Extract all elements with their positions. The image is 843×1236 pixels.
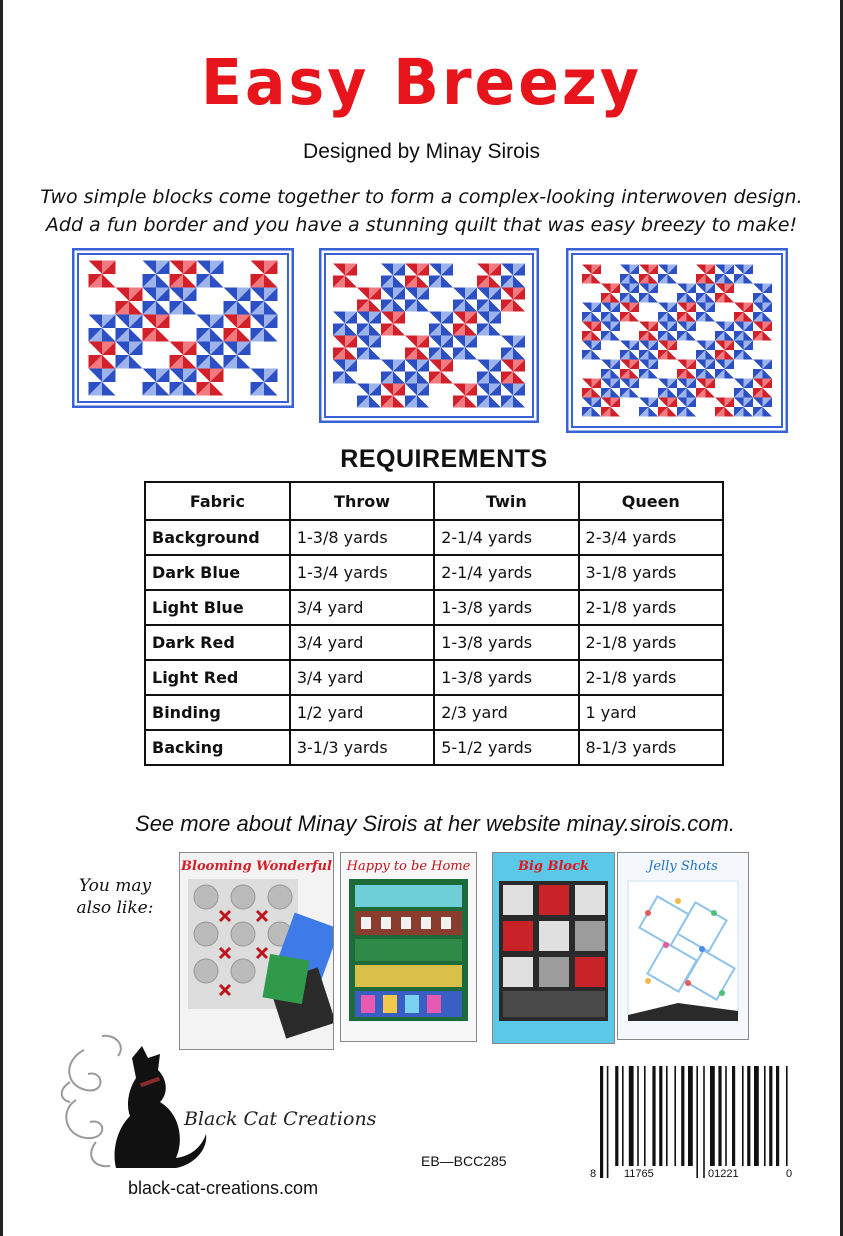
- quilt-block: [501, 336, 525, 360]
- quilt-block: [333, 312, 357, 336]
- barcode-bar: [688, 1066, 693, 1166]
- barcode-digits-3: 01221: [708, 1168, 739, 1180]
- column-header-twin: Twin: [434, 482, 578, 520]
- twin-cell: 5-1/2 yards: [434, 730, 578, 765]
- barcode-bar: [659, 1066, 662, 1166]
- quilt-block: [381, 288, 405, 312]
- quilt-block: [677, 265, 696, 284]
- quilt-block: [405, 288, 429, 312]
- quilt-block: [677, 398, 696, 417]
- cat-silhouette: [115, 1046, 207, 1168]
- quilt-block: [658, 303, 677, 322]
- quilt-block: [453, 312, 477, 336]
- quilt-block: [658, 265, 677, 284]
- quilt-block: [601, 398, 620, 417]
- quilt-block: [715, 360, 734, 379]
- quilt-block: [224, 261, 251, 288]
- quilt-block: [639, 341, 658, 360]
- column-header-queen: Queen: [579, 482, 723, 520]
- quilt-block: [116, 261, 143, 288]
- quilt-block: [170, 315, 197, 342]
- fabric-cell: Light Red: [145, 660, 290, 695]
- quilt-block: [639, 360, 658, 379]
- barcode-bar: [742, 1066, 744, 1166]
- quilt-block: [429, 312, 453, 336]
- quilt-block: [170, 369, 197, 396]
- quilt-block: [143, 342, 170, 369]
- barcode-bar: [681, 1066, 684, 1166]
- barcode-bar: [703, 1066, 705, 1178]
- quilt-block: [333, 384, 357, 408]
- related-pattern-blooming-wonderful[interactable]: [179, 852, 334, 1050]
- requirements-table: [144, 481, 724, 766]
- barcode-digit-1: 8: [590, 1168, 597, 1180]
- quilt-block: [381, 264, 405, 288]
- quilt-block: [453, 360, 477, 384]
- tagline-line-2: Add a fun border and you have a stunning quilt that was easy breezy to make!: [45, 214, 798, 236]
- quilt-block: [601, 360, 620, 379]
- throw-cell: 1-3/8 yards: [290, 520, 434, 555]
- barcode-bar: [696, 1066, 698, 1178]
- quilt-block: [677, 303, 696, 322]
- quilt-block: [658, 341, 677, 360]
- quilt-block: [715, 322, 734, 341]
- quilt-block: [582, 284, 601, 303]
- quilt-block: [734, 398, 753, 417]
- quilt-block: [601, 303, 620, 322]
- barcode-bar: [710, 1066, 715, 1166]
- also-like-line-1: You may: [78, 876, 152, 896]
- quilt-block: [501, 288, 525, 312]
- queen-cell: 3-1/8 yards: [579, 555, 723, 590]
- page-title: Easy Breezy: [201, 46, 642, 120]
- quilt-block: [357, 360, 381, 384]
- quilt-block: [381, 312, 405, 336]
- quilt-block: [477, 384, 501, 408]
- quilt-block: [357, 336, 381, 360]
- queen-cell: 1 yard: [579, 695, 723, 730]
- quilt-block: [477, 336, 501, 360]
- quilt-block: [224, 369, 251, 396]
- quilt-block: [501, 312, 525, 336]
- also-like-label: [60, 875, 170, 919]
- quilt-block: [677, 360, 696, 379]
- fabric-cell: Backing: [145, 730, 290, 765]
- quilt-block: [582, 379, 601, 398]
- barcode-bar: [732, 1066, 735, 1166]
- quilt-block: [620, 360, 639, 379]
- table-row: [145, 660, 723, 695]
- twin-cell: 2-1/4 yards: [434, 555, 578, 590]
- product-code: EB—BCC285: [421, 1153, 507, 1169]
- quilt-block: [429, 384, 453, 408]
- quilt-block: [197, 315, 224, 342]
- twin-cell: 2-1/4 yards: [434, 520, 578, 555]
- quilt-block: [639, 322, 658, 341]
- related-pattern-big-block[interactable]: [492, 852, 615, 1044]
- quilt-block: [251, 261, 278, 288]
- black-cat-logo: [56, 1030, 376, 1175]
- quilt-block: [333, 360, 357, 384]
- quilt-block: [734, 379, 753, 398]
- quilt-block: [116, 315, 143, 342]
- barcode-bar: [622, 1066, 624, 1166]
- quilt-block: [677, 379, 696, 398]
- queen-cell: 2-1/8 yards: [579, 625, 723, 660]
- quilt-block: [89, 261, 116, 288]
- quilt-block: [170, 342, 197, 369]
- quilt-block: [405, 312, 429, 336]
- quilt-block: [453, 384, 477, 408]
- quilt-block: [753, 379, 772, 398]
- quilt-block: [601, 341, 620, 360]
- fabric-cell: Light Blue: [145, 590, 290, 625]
- quilt-block: [753, 303, 772, 322]
- quilt-block: [405, 264, 429, 288]
- barcode-bar: [637, 1066, 639, 1166]
- quilt-block: [501, 384, 525, 408]
- cover-art: [618, 853, 748, 1039]
- tagline-line-1: Two simple blocks come together to form a complex-looking interwoven design.: [40, 186, 803, 208]
- quilt-block: [143, 288, 170, 315]
- quilt-block: [734, 303, 753, 322]
- quilt-block: [333, 336, 357, 360]
- quilt-block: [333, 264, 357, 288]
- quilt-block: [197, 261, 224, 288]
- fabric-cell: Binding: [145, 695, 290, 730]
- brand-name: Black Cat Creations: [184, 1108, 377, 1130]
- quilt-block: [89, 315, 116, 342]
- quilt-block: [601, 284, 620, 303]
- designer-credit: Designed by Minay Sirois: [303, 140, 540, 163]
- quilt-block: [333, 288, 357, 312]
- quilt-block: [501, 264, 525, 288]
- barcode-bar: [764, 1066, 766, 1166]
- quilt-block: [601, 265, 620, 284]
- quilt-block: [170, 261, 197, 288]
- quilt-block: [143, 261, 170, 288]
- quilt-block: [170, 288, 197, 315]
- quilt-block: [734, 360, 753, 379]
- cover-art: [341, 853, 476, 1041]
- quilt-block: [715, 284, 734, 303]
- twin-cell: 1-3/8 yards: [434, 660, 578, 695]
- upc-barcode: [588, 1066, 798, 1184]
- related-pattern-jelly-shots[interactable]: [617, 852, 749, 1040]
- barcode-bar: [607, 1066, 609, 1178]
- quilt-block: [197, 342, 224, 369]
- quilt-twin-image: [319, 248, 539, 423]
- quilt-block: [753, 341, 772, 360]
- quilt-block: [477, 312, 501, 336]
- quilt-block: [620, 341, 639, 360]
- column-header-fabric: Fabric: [145, 482, 290, 520]
- quilt-block: [753, 322, 772, 341]
- quilt-block: [381, 360, 405, 384]
- quilt-block: [734, 322, 753, 341]
- requirements-heading: REQUIREMENTS: [340, 445, 548, 473]
- quilt-block: [582, 398, 601, 417]
- quilt-block: [734, 265, 753, 284]
- barcode-bar: [718, 1066, 721, 1166]
- quilt-block: [224, 342, 251, 369]
- quilt-block: [715, 265, 734, 284]
- barcode-digit-4: 0: [786, 1168, 793, 1180]
- cover-title: Happy to be Home: [346, 859, 471, 874]
- quilt-block: [381, 336, 405, 360]
- table-row: [145, 520, 723, 555]
- quilt-queen-image: [566, 248, 788, 433]
- quilt-block: [696, 398, 715, 417]
- table-row: [145, 555, 723, 590]
- barcode-bar: [674, 1066, 676, 1166]
- table-row: [145, 695, 723, 730]
- quilt-block: [582, 341, 601, 360]
- quilt-block: [582, 303, 601, 322]
- quilt-block: [753, 265, 772, 284]
- barcode-bar: [776, 1066, 779, 1166]
- quilt-block: [677, 284, 696, 303]
- quilt-block: [357, 264, 381, 288]
- barcode-digits-2: 11765: [624, 1168, 654, 1180]
- quilt-block: [453, 264, 477, 288]
- quilt-block: [429, 336, 453, 360]
- queen-cell: 2-1/8 yards: [579, 660, 723, 695]
- barcode-bar: [600, 1066, 603, 1178]
- quilt-block: [620, 265, 639, 284]
- table-row: [145, 590, 723, 625]
- quilt-block: [453, 288, 477, 312]
- cover-title: Big Block: [517, 859, 590, 874]
- barcode-bar: [747, 1066, 750, 1166]
- quilt-block: [658, 379, 677, 398]
- quilt-block: [639, 284, 658, 303]
- related-pattern-happy-to-be-home[interactable]: [340, 852, 477, 1042]
- throw-cell: 3/4 yard: [290, 590, 434, 625]
- also-like-line-2: also like:: [76, 898, 154, 918]
- quilt-block: [734, 341, 753, 360]
- quilt-block: [753, 284, 772, 303]
- twin-cell: 2/3 yard: [434, 695, 578, 730]
- brand-website: black-cat-creations.com: [128, 1178, 319, 1198]
- quilt-block: [734, 284, 753, 303]
- queen-cell: 8-1/3 yards: [579, 730, 723, 765]
- quilt-block: [696, 284, 715, 303]
- throw-cell: 1/2 yard: [290, 695, 434, 730]
- quilt-block: [601, 379, 620, 398]
- quilt-block: [753, 398, 772, 417]
- quilt-block: [696, 303, 715, 322]
- quilt-block: [696, 265, 715, 284]
- quilt-block: [381, 384, 405, 408]
- quilt-block: [639, 379, 658, 398]
- quilt-block: [620, 379, 639, 398]
- quilt-block: [357, 288, 381, 312]
- quilt-block: [453, 336, 477, 360]
- quilt-block: [658, 360, 677, 379]
- quilt-block: [89, 342, 116, 369]
- quilt-block: [677, 341, 696, 360]
- quilt-block: [143, 315, 170, 342]
- queen-cell: 2-1/8 yards: [579, 590, 723, 625]
- quilt-block: [639, 303, 658, 322]
- quilt-block: [620, 303, 639, 322]
- fabric-cell: Dark Red: [145, 625, 290, 660]
- queen-cell: 2-3/4 yards: [579, 520, 723, 555]
- barcode-bar: [754, 1066, 759, 1166]
- quilt-block: [405, 384, 429, 408]
- quilt-block: [89, 369, 116, 396]
- fabric-cell: Background: [145, 520, 290, 555]
- quilt-block: [696, 360, 715, 379]
- quilt-block: [477, 264, 501, 288]
- quilt-block: [715, 398, 734, 417]
- quilt-block: [197, 369, 224, 396]
- quilt-block: [224, 315, 251, 342]
- quilt-block: [715, 379, 734, 398]
- table-row: [145, 625, 723, 660]
- table-header-row: [145, 482, 723, 520]
- cover-title: Blooming Wonderful: [181, 859, 332, 874]
- quilt-block: [143, 369, 170, 396]
- quilt-block: [582, 265, 601, 284]
- quilt-block: [429, 288, 453, 312]
- quilt-block: [477, 288, 501, 312]
- quilt-block: [116, 288, 143, 315]
- quilt-block: [696, 322, 715, 341]
- quilt-block: [620, 284, 639, 303]
- barcode-bar: [786, 1066, 788, 1166]
- barcode-bar: [652, 1066, 655, 1166]
- quilt-block: [601, 322, 620, 341]
- quilt-block: [677, 322, 696, 341]
- quilt-block: [251, 315, 278, 342]
- cover-title: Jelly Shots: [648, 859, 718, 874]
- quilt-block: [658, 322, 677, 341]
- twin-cell: 1-3/8 yards: [434, 590, 578, 625]
- cover-art: [493, 853, 614, 1043]
- barcode-bar: [769, 1066, 772, 1166]
- quilt-block: [696, 341, 715, 360]
- quilt-block: [639, 265, 658, 284]
- twin-cell: 1-3/8 yards: [434, 625, 578, 660]
- quilt-block: [582, 322, 601, 341]
- quilt-block: [620, 398, 639, 417]
- quilt-block: [639, 398, 658, 417]
- cover-art: [180, 853, 333, 1049]
- barcode-bar: [615, 1066, 618, 1166]
- throw-cell: 3-1/3 yards: [290, 730, 434, 765]
- quilt-block: [429, 264, 453, 288]
- quilt-block: [89, 288, 116, 315]
- quilt-block: [715, 341, 734, 360]
- quilt-block: [405, 336, 429, 360]
- quilt-block: [753, 360, 772, 379]
- column-header-throw: Throw: [290, 482, 434, 520]
- quilt-block: [357, 312, 381, 336]
- quilt-block: [429, 360, 453, 384]
- barcode-bar: [629, 1066, 634, 1166]
- quilt-block: [116, 369, 143, 396]
- quilt-block: [357, 384, 381, 408]
- quilt-block: [405, 360, 429, 384]
- throw-cell: 3/4 yard: [290, 660, 434, 695]
- barcode-bar: [725, 1066, 727, 1166]
- barcode-bar: [644, 1066, 646, 1166]
- quilt-block: [251, 369, 278, 396]
- fabric-cell: Dark Blue: [145, 555, 290, 590]
- quilt-block: [696, 379, 715, 398]
- quilt-block: [251, 342, 278, 369]
- quilt-block: [620, 322, 639, 341]
- quilt-block: [477, 360, 501, 384]
- quilt-throw-image: [72, 248, 294, 408]
- quilt-block: [715, 303, 734, 322]
- table-row: [145, 730, 723, 765]
- quilt-block: [501, 360, 525, 384]
- quilt-block: [658, 284, 677, 303]
- quilt-block: [582, 360, 601, 379]
- barcode-bar: [666, 1066, 668, 1166]
- website-note: See more about Minay Sirois at her website minay.sirois.com.: [135, 811, 735, 836]
- quilt-block: [116, 342, 143, 369]
- throw-cell: 1-3/4 yards: [290, 555, 434, 590]
- quilt-block: [224, 288, 251, 315]
- throw-cell: 3/4 yard: [290, 625, 434, 660]
- quilt-block: [197, 288, 224, 315]
- quilt-block: [658, 398, 677, 417]
- quilt-block: [251, 288, 278, 315]
